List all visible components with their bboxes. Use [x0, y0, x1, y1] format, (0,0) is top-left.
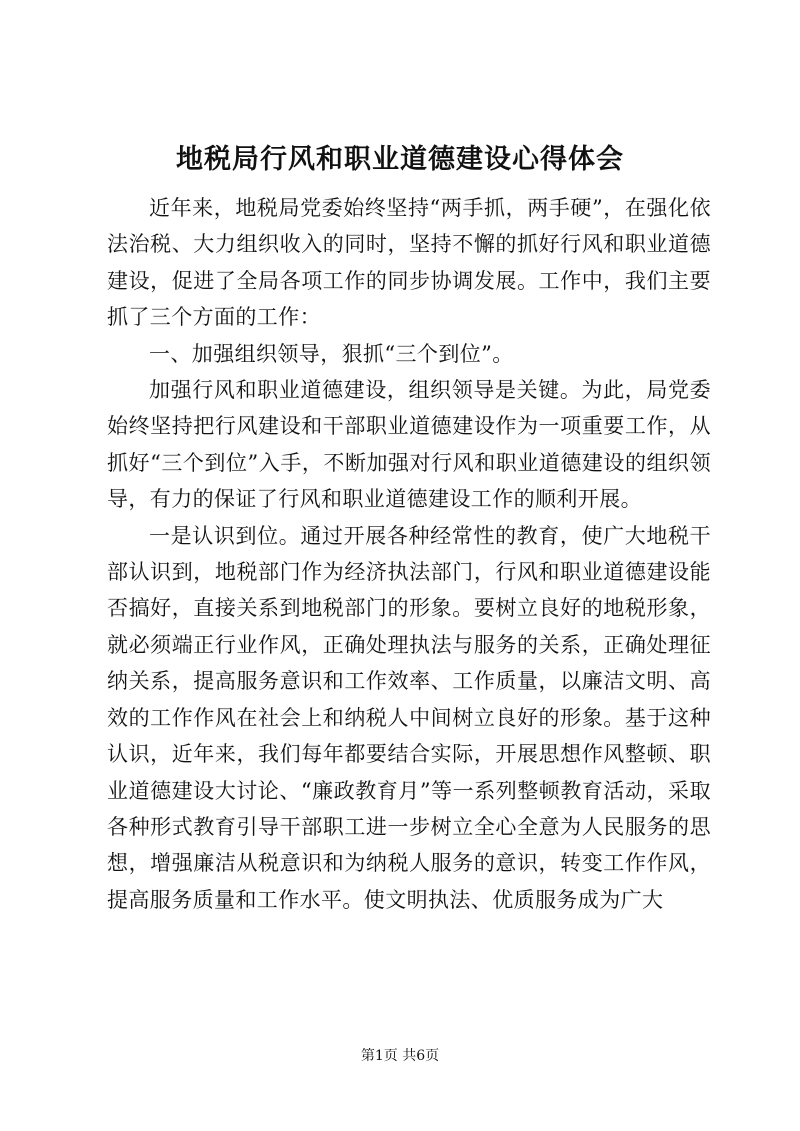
- paragraph-leadership: 加强行风和职业道德建设，组织领导是关键。为此，局党委始终坚持把行风建设和干部职业道德建设作为一项重要工作，从抓好“三个到位”入手，不断加强对行风和职业道德建设的组织领导，有力的保证了行风和职业道德建设工作的顺利开展。: [107, 378, 711, 512]
- section-heading-1: 一、加强组织领导，狠抓“三个到位”。: [149, 341, 514, 366]
- paragraph-awareness: 一是认识到位。通过开展各种经常性的教育，使广大地税干部认识到，地税部门作为经济执法部门，行风和职业道德建设能否搞好，直接关系到地税部门的形象。要树立良好的地税形象，就必须端正行业作风，正确处理执法与服务的关系，正确处理征纳关系，提高服务意识和工作效率、工作质量，以廉洁文明、高效的工作作风在社会上和纳税人中间树立良好的形象。基于这种认识，近年来，我们每年都要结合实际，开展思想作风整顿、职业道德建设大讨论、“廉政教育月”等一系列整顿教育活动，采取各种形式教育引导干部职工进一步树立全心全意为人民服务的思想，增强廉洁从税意识和为纳税人服务的意识，转变工作作风，提高服务质量和工作水平。使文明执法、优质服务成为广大: [107, 523, 711, 912]
- paragraph-intro: 近年来，地税局党委始终坚持“两手抓，两手硬”，在强化依法治税、大力组织收入的同时，坚持不懈的抓好行风和职业道德建设，促进了全局各项工作的同步协调发展。工作中，我们主要抓了三个方面的工作：: [107, 196, 711, 330]
- document-body: [107, 190, 711, 918]
- page-number-footer: 第1页 共6页: [360, 1048, 440, 1064]
- document-title: 地税局行风和职业道德建设心得体会: [176, 144, 624, 175]
